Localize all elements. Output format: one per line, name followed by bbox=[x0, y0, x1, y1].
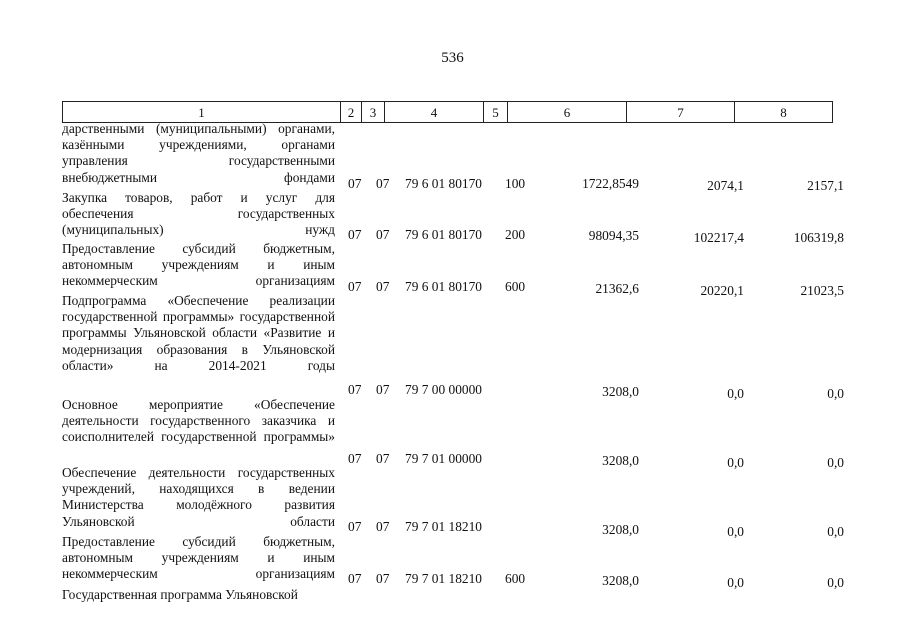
column-header-7: 7 bbox=[627, 102, 735, 123]
row-description: Основное мероприятие «Обеспечение деятельности государственного заказчика и соисполнителей государственной программы» bbox=[62, 397, 335, 445]
cell-amount-col8: 2157,1 bbox=[807, 178, 844, 193]
cell-target-article: 79 7 01 00000 bbox=[405, 451, 482, 466]
column-header-8: 8 bbox=[735, 102, 833, 123]
cell-expense-type: 600 bbox=[505, 571, 526, 586]
cell-target-article: 79 7 00 00000 bbox=[405, 382, 482, 397]
cell-section: 07 bbox=[348, 279, 362, 294]
column-header-row bbox=[62, 101, 833, 123]
cell-amount-col6: 3208,0 bbox=[602, 573, 639, 588]
page-number: 536 bbox=[441, 50, 464, 66]
cell-section: 07 bbox=[348, 519, 362, 534]
row-description: Закупка товаров, работ и услуг для обеспечения государственных (муниципальных) нужд bbox=[62, 190, 335, 238]
cell-section: 07 bbox=[348, 176, 362, 191]
cell-amount-col7: 20220,1 bbox=[700, 283, 744, 298]
cell-subsection: 07 bbox=[376, 227, 390, 242]
cell-amount-col6: 3208,0 bbox=[602, 453, 639, 468]
column-header-1: 1 bbox=[63, 102, 341, 123]
cell-expense-type: 600 bbox=[505, 279, 526, 294]
cell-target-article: 79 6 01 80170 bbox=[405, 279, 482, 294]
cell-expense-type: 100 bbox=[505, 176, 526, 191]
cell-amount-col8: 0,0 bbox=[827, 524, 844, 539]
cell-subsection: 07 bbox=[376, 571, 390, 586]
column-header-5: 5 bbox=[484, 102, 508, 123]
cell-amount-col7: 0,0 bbox=[727, 386, 744, 401]
cell-subsection: 07 bbox=[376, 451, 390, 466]
cell-amount-col8: 0,0 bbox=[827, 575, 844, 590]
cell-amount-col7: 2074,1 bbox=[707, 178, 744, 193]
column-header-6: 6 bbox=[508, 102, 627, 123]
column-header-4: 4 bbox=[385, 102, 484, 123]
cell-amount-col6: 21362,6 bbox=[595, 281, 639, 296]
column-header-3: 3 bbox=[362, 102, 385, 123]
cell-amount-col7: 0,0 bbox=[727, 575, 744, 590]
cell-amount-col7: 0,0 bbox=[727, 524, 744, 539]
cell-subsection: 07 bbox=[376, 519, 390, 534]
row-description: Предоставление субсидий бюджетным, автономным учреждениям и иным некоммерческим организациям bbox=[62, 534, 335, 582]
cell-subsection: 07 bbox=[376, 279, 390, 294]
row-description: Подпрограмма «Обеспечение реализации государственной программы» государственной программы Ульяновской области «Развитие и модернизация образования в Ульяновской области» на 2014-2021 годы bbox=[62, 293, 335, 373]
cell-subsection: 07 bbox=[376, 382, 390, 397]
column-header-2: 2 bbox=[341, 102, 362, 123]
cell-section: 07 bbox=[348, 227, 362, 242]
cell-section: 07 bbox=[348, 382, 362, 397]
cell-amount-col8: 0,0 bbox=[827, 455, 844, 470]
cell-amount-col7: 102217,4 bbox=[693, 230, 744, 245]
cell-amount-col6: 98094,35 bbox=[588, 228, 639, 243]
cell-target-article: 79 7 01 18210 bbox=[405, 519, 482, 534]
cell-amount-col6: 3208,0 bbox=[602, 522, 639, 537]
cell-target-article: 79 6 01 80170 bbox=[405, 176, 482, 191]
cell-amount-col8: 106319,8 bbox=[793, 230, 844, 245]
cell-expense-type: 200 bbox=[505, 227, 526, 242]
cell-amount-col7: 0,0 bbox=[727, 455, 744, 470]
cell-target-article: 79 7 01 18210 bbox=[405, 571, 482, 586]
row-description: Государственная программа Ульяновской bbox=[62, 587, 298, 602]
cell-subsection: 07 bbox=[376, 176, 390, 191]
cell-target-article: 79 6 01 80170 bbox=[405, 227, 482, 242]
cell-amount-col6: 1722,8549 bbox=[582, 176, 639, 191]
cell-section: 07 bbox=[348, 571, 362, 586]
row-description: Обеспечение деятельности государственных учреждений, находящихся в ведении Министерства молодёжного развития Ульяновской области bbox=[62, 465, 335, 529]
row-description: Предоставление субсидий бюджетным, автономным учреждениям и иным некоммерческим организациям bbox=[62, 241, 335, 289]
cell-amount-col8: 21023,5 bbox=[800, 283, 844, 298]
cell-section: 07 bbox=[348, 451, 362, 466]
cell-amount-col8: 0,0 bbox=[827, 386, 844, 401]
row-description: дарственными (муниципальными) органами, казёнными учреждениями, органами управления государственными внебюджетными фондами bbox=[62, 121, 335, 185]
cell-amount-col6: 3208,0 bbox=[602, 384, 639, 399]
